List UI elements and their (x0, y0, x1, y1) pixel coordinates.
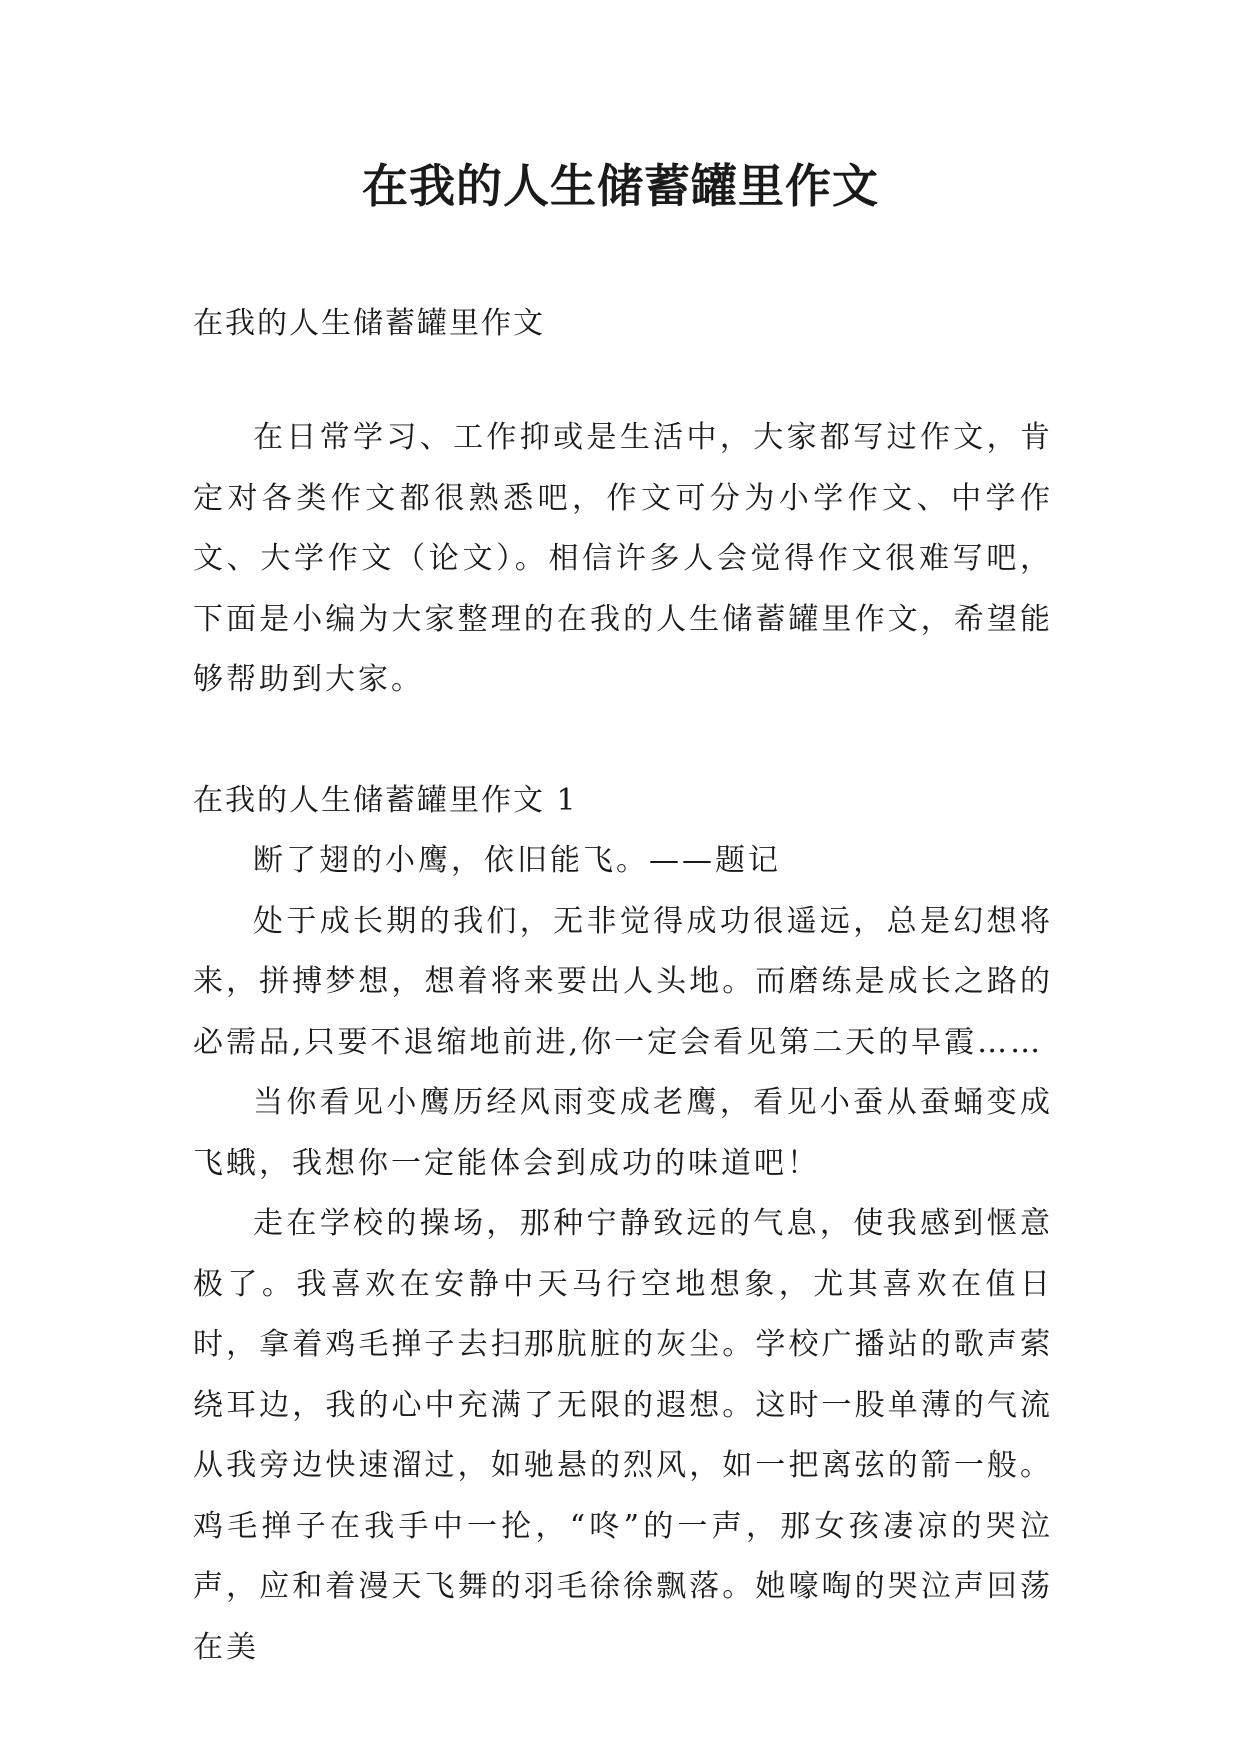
epigraph: 断了翅的小鹰，依旧能飞。——题记 (253, 843, 781, 878)
section-heading: 在我的人生储蓄罐里作文 1 (193, 782, 578, 818)
intro-paragraph: 在日常学习、工作抑或是生活中，大家都写过作文，肯定对各类作文都很熟悉吧，作文可分为小学作文、中学作文、大学作文（论文）。相信许多人会觉得作文很难写吧，下面是小编为大家整理的在我的人生储蓄罐里作文，希望能够帮助到大家。 (193, 420, 1053, 697)
document-subtitle: 在我的人生储蓄罐里作文 (193, 306, 545, 341)
body-paragraph: 处于成长期的我们，无非觉得成功很遥远，总是幻想将来，拼搏梦想，想着将来要出人头地。而磨练是成长之路的必需品,只要不退缩地前进,你一定会看见第二天的早霞…… (193, 903, 1053, 1060)
body-paragraph: 当你看见小鹰历经风雨变成老鹰，看见小蚕从蚕蛹变成飞蛾，我想你一定能体会到成功的味道吧！ (193, 1085, 1053, 1181)
document-body (193, 408, 1053, 1678)
body-paragraph: 走在学校的操场，那种宁静致远的气息，使我感到惬意极了。我喜欢在安静中天马行空地想象，尤其喜欢在值日时，拿着鸡毛掸子去扫那肮脏的灰尘。学校广播站的歌声萦绕耳边，我的心中充满了无限的遐想。这时一股单薄的气流从我旁边快速溜过，如驰悬的烈风，如一把离弦的箭一般。鸡毛掸子在我手中一抡，“咚”的一声，那女孩凄凉的哭泣声，应和着漫天飞舞的羽毛徐徐飘落。她嚎啕的哭泣声回荡在美 (193, 1206, 1053, 1665)
section-spacer (193, 711, 1053, 771)
document-title: 在我的人生储蓄罐里作文 (362, 159, 879, 213)
